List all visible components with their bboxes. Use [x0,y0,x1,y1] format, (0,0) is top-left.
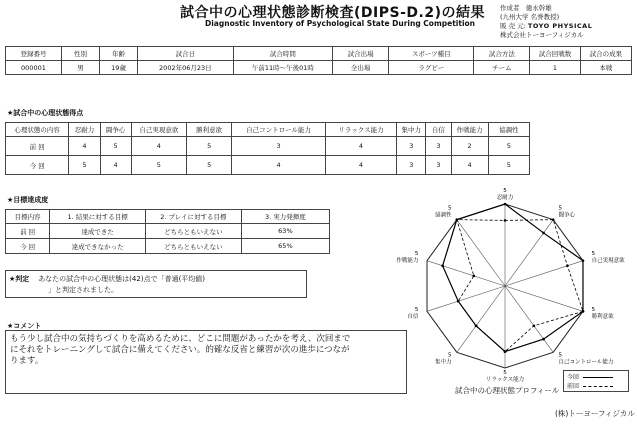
info-value-cell: 2002年06月23日 [138,61,233,75]
radar-spoke [505,286,583,311]
info-header-cell: 試合方法 [474,47,530,61]
radar-point [475,325,478,328]
info-value-cell: 1 [530,61,580,75]
goals-table [5,209,330,254]
radar-spoke [505,220,553,286]
radar-spoke [505,286,553,352]
scores-row [6,156,530,175]
score-cell: 3 [426,156,451,175]
comment-label: ★コメント [7,322,42,330]
scores-header-cell: リラックス能力 [325,123,396,137]
radar-axis-label: 協調性 [434,212,452,219]
score-cell: 3 [397,137,426,156]
radar-axis-label: リラックス能力 [485,377,525,384]
info-value-cell: 19歳 [99,61,137,75]
radar-axis-label: 作戦能力 [396,257,419,264]
radar-max-tick: 5 [591,250,596,257]
radar-spoke [457,286,505,352]
radar-point [473,275,476,278]
goal-cell: 65% [241,239,329,254]
radar-labels [396,188,625,383]
score-cell: 3 [426,137,451,156]
radar-max-tick: 5 [447,205,452,212]
legend-label-previous: 前回 [567,383,580,390]
score-cell: 4 [100,156,131,175]
score-cell: 4 [325,156,396,175]
judgement-text-pre: あなたの試合中の心理状態は( [38,275,132,283]
goals-row-label: 前 回 [6,224,50,239]
scores-header-cell: 集中力 [397,123,426,137]
score-cell: 3 [397,156,426,175]
info-header-cell: 試合回戦数 [530,47,580,61]
radar-axis-label: 闘争心 [558,212,576,219]
info-header-cell: 試合出場 [333,47,389,61]
info-value-cell: ラグビー [389,61,474,75]
radar-point [542,338,545,341]
seller-line [500,22,592,31]
seller-label: 販 売 元: [500,22,526,30]
judgement-text-mid: )点で「 [140,275,165,283]
radar-series [441,203,584,353]
radar-chart-title: 試合中の心理状態プロフィール [455,386,560,395]
goals-header-row [6,210,330,224]
radar-max-tick: 5 [591,307,596,314]
author-label: 作成者 [500,4,520,12]
scores-header-cell: 自己実現意欲 [131,123,186,137]
info-value-cell: 000001 [6,61,62,75]
radar-spoke [427,286,505,311]
seller-company: 株式会社トーヨーフィジカル [500,31,584,39]
info-value-cell: 本戦 [580,61,631,75]
radar-point [441,264,444,267]
info-header-cell: スポーツ種目 [389,47,474,61]
goals-header-cell: 目標内容 [6,210,50,224]
goals-section-title: ★目標達成度 [7,196,49,204]
radar-point [566,264,569,267]
radar-point [552,218,555,221]
goals-row-label: 今 回 [6,239,50,254]
radar-series-previous [457,220,583,352]
judgement-label: ★判定 [9,275,30,283]
goal-cell: どちらともいえない [145,239,241,254]
scores-header-row [6,123,530,137]
goal-cell: 達成できなかった [50,239,146,254]
radar-point [582,259,585,262]
score-cell: 5 [131,156,186,175]
goal-cell: 達成できた [50,224,146,239]
radar-grid [427,204,583,368]
goal-cell: どちらともいえない [145,224,241,239]
info-header-cell: 試合の成果 [580,47,631,61]
comment-text [6,331,406,370]
comment-box [5,330,407,394]
radar-point [504,219,507,222]
info-value-cell: チーム [474,61,530,75]
judgement-grade: 普通(平均値) [164,275,206,283]
info-value-row [6,61,632,75]
report-title: 試合中の心理状態診断検査(DIPS-D.2)の結果 [180,5,485,21]
scores-header-cell: 作戦能力 [451,123,488,137]
score-cell: 4 [131,137,186,156]
info-value-cell: 男 [61,61,99,75]
goals-header-cell: 3. 実力発揮度 [241,210,329,224]
scores-row [6,137,530,156]
judgement-line-1 [9,274,205,284]
info-header-cell: 年齢 [99,47,137,61]
radar-point [504,203,507,206]
legend-item-previous [567,381,613,390]
score-cell: 5 [187,137,232,156]
scores-header-cell: 心理状態の内容 [6,123,69,137]
legend-swatch-current [583,377,613,378]
scores-table [5,122,530,175]
radar-axis-label: 自己コントロール能力 [558,359,614,366]
score-cell: 5 [488,137,529,156]
radar-axis-label: 自己実現意欲 [591,257,625,264]
radar-max-tick: 5 [558,205,563,212]
radar-point [533,325,536,328]
goals-header-cell: 2. プレイに対する目標 [145,210,241,224]
score-cell: 2 [451,137,488,156]
info-header-cell: 性別 [61,47,99,61]
scores-section-title: ★試合中の心理状態得点 [7,109,84,117]
seller-logo: TOYO PHYSICAL [527,22,593,30]
radar-axis-label: 集中力 [434,359,452,366]
radar-legend [563,370,629,392]
author-name: 徳永幹雄 [525,4,552,12]
comment-line: もう少し試合中の気持ちづくりを高めるために、どこに問題があったかを考え、次回まで [10,334,351,344]
score-cell: 5 [100,137,131,156]
info-value-cell: 全出場 [333,61,389,75]
scores-header-cell: 忍耐力 [69,123,100,137]
comment-line: ります。 [10,356,44,366]
judgement-line-2: 」と判定されました。 [48,286,118,294]
radar-max-tick: 5 [447,352,452,359]
profile-info-table [5,46,632,75]
score-cell: 5 [488,156,529,175]
judgement-box [5,270,307,298]
radar-max-tick: 5 [558,352,563,359]
goals-row [6,224,330,239]
scores-row-label: 今 回 [6,156,69,175]
score-cell: 3 [232,137,326,156]
radar-series-current [443,204,583,352]
scores-header-cell: 協調性 [488,123,529,137]
score-cell: 5 [69,156,100,175]
goal-cell: 63% [241,224,329,239]
footer-company: (株)トーヨーフィジカル [555,409,635,418]
author-line [500,4,592,13]
legend-swatch-previous [583,386,613,387]
info-header-cell: 試合時間 [233,47,333,61]
radar-point [582,310,585,313]
score-cell: 4 [232,156,326,175]
scores-header-cell: 自信 [426,123,451,137]
report-subtitle: Diagnostic Inventory of Psychological State During Competition [205,19,476,28]
judgement-score: 42 [131,275,141,283]
radar-point [457,300,460,303]
radar-point [542,232,545,235]
legend-label-current: 今回 [567,374,580,381]
author-affiliation: (九州大学 名誉教授) [500,13,560,21]
author-block [500,4,592,40]
scores-header-cell: 勝利意欲 [187,123,232,137]
legend-item-current [567,372,613,381]
info-header-row [6,47,632,61]
radar-axis-label: 忍耐力 [496,194,514,201]
radar-max-tick: 5 [503,370,507,377]
info-header-cell: 登録番号 [6,47,62,61]
scores-row-label: 前 回 [6,137,69,156]
radar-spoke [457,220,505,286]
comment-line: にそれをトレーニングして試合に備えてください。的確な反省と練習が次の進歩につなが [10,345,350,355]
radar-axis-label: 自信 [407,314,419,321]
radar-point [504,350,507,353]
scores-header-cell: 闘争心 [100,123,131,137]
goals-header-cell: 1. 結果に対する目標 [50,210,146,224]
radar-max-tick: 5 [414,250,419,257]
score-cell: 4 [325,137,396,156]
score-cell: 4 [451,156,488,175]
radar-point [456,218,459,221]
radar-spoke [427,261,505,286]
goals-row [6,239,330,254]
radar-max-tick: 5 [503,187,507,194]
score-cell: 4 [69,137,100,156]
radar-max-tick: 5 [414,307,419,314]
info-header-cell: 試合日 [138,47,233,61]
info-value-cell: 午前11時～午後01時 [233,61,333,75]
radar-spoke [505,261,583,286]
score-cell: 5 [187,156,232,175]
scores-header-cell: 自己コントロール能力 [232,123,326,137]
radar-axis-label: 勝利意欲 [591,314,614,321]
